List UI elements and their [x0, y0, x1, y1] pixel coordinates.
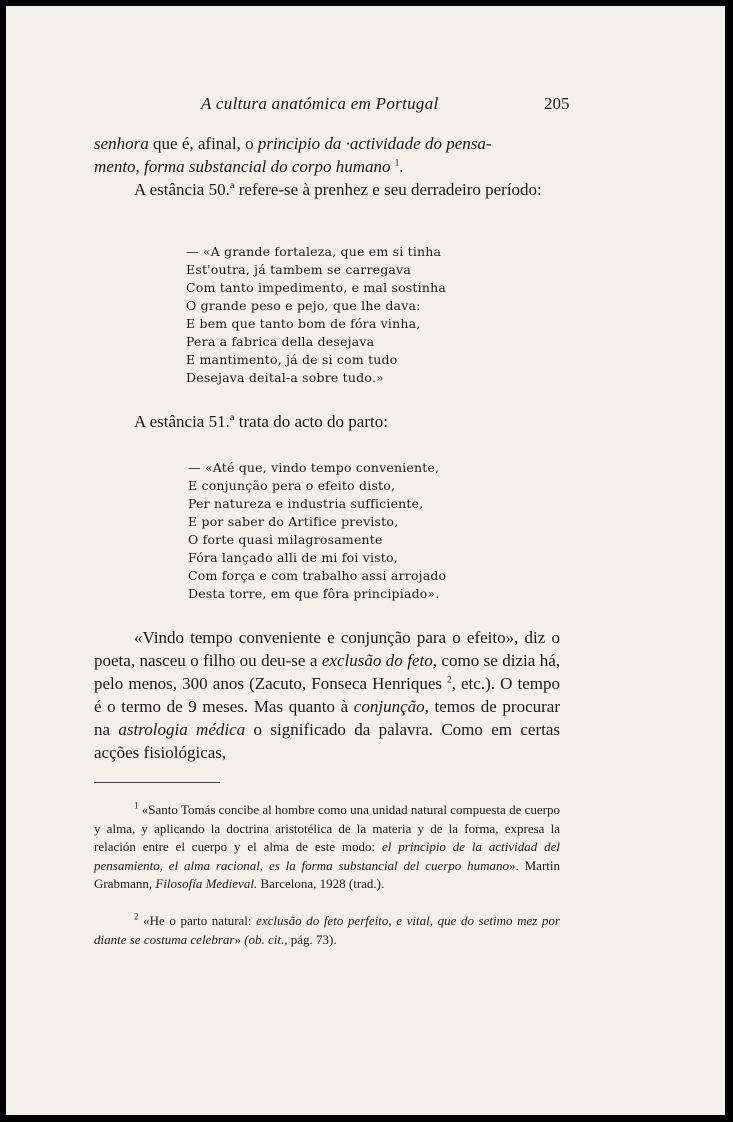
paragraph-line	[94, 132, 560, 155]
page-number: 205	[544, 94, 570, 113]
verse-line: Desta torre, em que fôra principiado».	[188, 586, 440, 601]
italic-text: mento, forma substancial do corpo humano	[94, 157, 391, 176]
book-page	[6, 6, 725, 1115]
text: pág. 73).	[287, 931, 337, 947]
paragraph-vindo-tempo	[94, 626, 560, 764]
running-title: A cultura anatómica em Portugal	[201, 94, 439, 113]
footnote-1	[94, 801, 560, 894]
italic-text: (ob. cit.,	[244, 931, 288, 947]
paragraph-continuation	[94, 132, 560, 201]
verse-line: O forte quasi milagrosamente	[188, 532, 383, 547]
verse-line: E mantimento, já de si com tudo	[186, 352, 398, 367]
text: .	[399, 157, 404, 176]
italic-text: el principio de la actividad del pensamiento, el alma racional, es la forma substancial del cuerpo humano	[94, 839, 561, 873]
text: »	[234, 931, 245, 947]
italic-text: principio da ·actividade do pensa-	[257, 134, 492, 153]
verse-quote-estancia-51	[188, 459, 446, 603]
verse-line: E bem que tanto bom de fóra vinha,	[186, 316, 421, 331]
text: Barcelona, 1928 (trad.).	[257, 876, 385, 891]
text: , temos de procurar na	[94, 697, 560, 739]
footnote-2	[94, 912, 560, 949]
paragraph-estancia-50: A estância 50.ª refere-se à prenhez e seu derradeiro período:	[134, 180, 542, 199]
text: «Santo Tomás concibe al hombre como una unidad natural compuesta de cuerpo y alma, y aplicando la doctrina aristotélica de la materia y de la forma, expresa la relación entre el cuerpo y el alma de este modo:	[94, 802, 560, 854]
italic-text: exclusão do feto	[321, 651, 433, 670]
italic-text: astrologia médica	[118, 720, 246, 739]
footnote-number: 1	[134, 800, 139, 811]
verse-line: Pera a fabrica della desejava	[186, 334, 375, 349]
verse-quote-estancia-50	[186, 243, 446, 387]
footnote-marker: 2	[447, 674, 452, 685]
italic-text: senhora	[94, 134, 149, 153]
verse-line: — «A grande fortaleza, que em si tinha	[186, 244, 442, 259]
verse-line: Est'outra, já tambem se carregava	[186, 262, 411, 277]
verse-line: Desejava deital-a sobre tudo.»	[186, 370, 384, 385]
text: que é, afinal, o	[148, 134, 258, 153]
footnote-marker: 1	[394, 157, 400, 168]
text: «Vindo tempo conveniente e conjunção para o efeito», diz o poeta, nasceu o filho ou deu-se a	[94, 628, 560, 670]
italic-text: Filosofía Medieval.	[155, 876, 258, 891]
footnote-divider	[94, 782, 220, 783]
text: «He o parto natural:	[138, 913, 257, 928]
italic-text: exclusão do feto perfeito, e vital, que do setimo mez por diante se costuma celebrar	[94, 913, 560, 947]
text: , como se dizia há, pelo menos, 300 anos (Zacuto, Fonseca Henriques	[94, 651, 560, 693]
verse-line: Fóra lançado alli de mi foi visto,	[188, 550, 398, 565]
footnote-number: 2	[134, 911, 139, 922]
verse-line: E conjunção pera o efeito disto,	[188, 478, 396, 493]
paragraph-estancia-51: A estância 51.ª trata do acto do parto:	[134, 412, 388, 431]
text: , etc.). O tempo é o termo de 9 meses. Mas quanto à	[94, 674, 560, 716]
text: o significado da palavra. Como em certas acções fisiológicas,	[94, 720, 561, 762]
verse-line: Com tanto impedimento, e mal sostinha	[186, 280, 446, 295]
verse-line: E por saber do Artifice previsto,	[188, 514, 399, 529]
paragraph-line	[94, 155, 560, 178]
italic-text: conjunção	[353, 697, 425, 716]
verse-line: Com força e com trabalho assi arrojado	[188, 568, 447, 583]
verse-line: Per natureza e industria sufficiente,	[188, 496, 424, 511]
verse-line: O grande peso e pejo, que lhe dava:	[186, 298, 421, 313]
text: ». Martin Grabmann,	[94, 857, 560, 891]
verse-line: — «Até que, vindo tempo conveniente,	[188, 460, 440, 475]
